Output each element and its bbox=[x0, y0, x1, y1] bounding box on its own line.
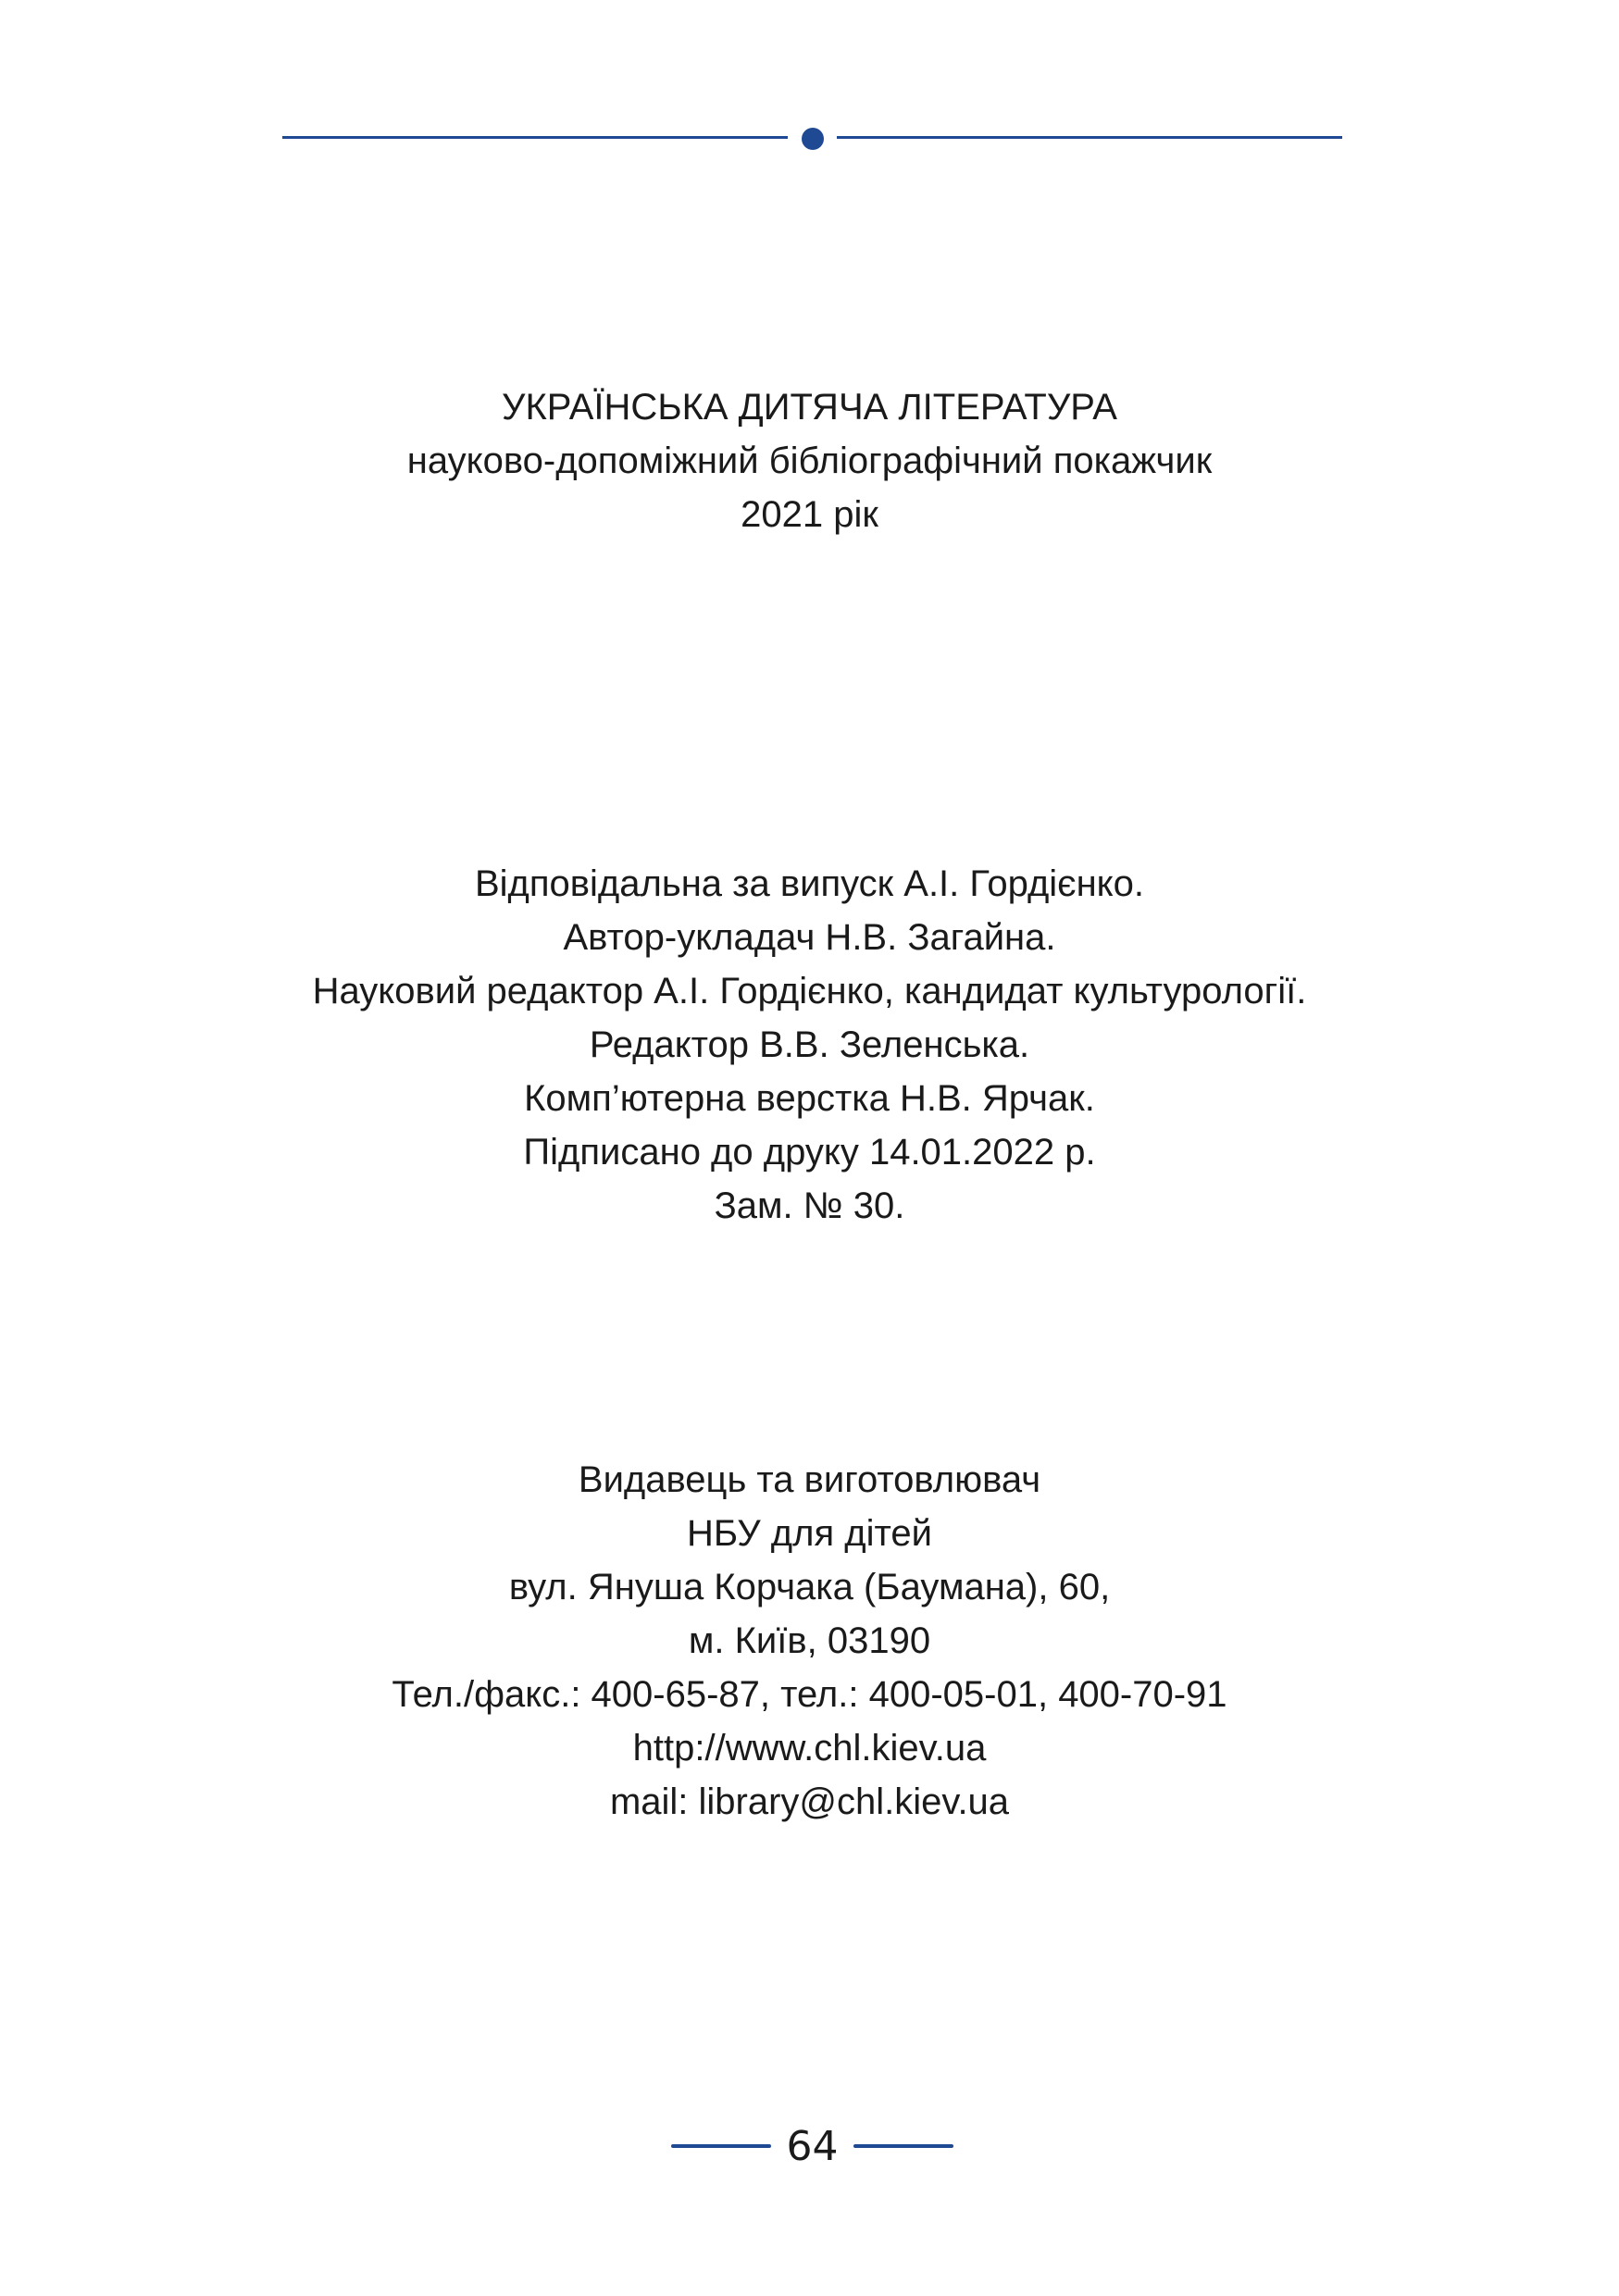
publisher-block bbox=[0, 1453, 1619, 1829]
publisher-name: НБУ для дітей bbox=[687, 1513, 932, 1554]
footer-left-line bbox=[671, 2144, 771, 2148]
publisher-city: м. Київ, 03190 bbox=[688, 1620, 931, 1661]
footer-right-line bbox=[853, 2144, 953, 2148]
publisher-phone: Тел./факс.: 400-65-87, тел.: 400-05-01, 400-70-91 bbox=[392, 1674, 1227, 1715]
document-subtitle: науково-допоміжний бібліографічний покажчик bbox=[406, 441, 1213, 481]
header-divider-left-line bbox=[282, 136, 788, 139]
credits-block bbox=[0, 857, 1619, 1233]
header-divider bbox=[282, 134, 1342, 142]
document-year: 2021 рік bbox=[741, 494, 878, 535]
credit-line: Автор-укладач Н.В. Загайна. bbox=[563, 917, 1056, 958]
credit-line: Відповідальна за випуск А.І. Гордієнко. bbox=[474, 863, 1144, 904]
page-footer bbox=[0, 2119, 1619, 2175]
credit-line: Науковий редактор А.І. Гордієнко, кандидат культурології. bbox=[312, 971, 1307, 1011]
publisher-website: http://www.chl.kiev.ua bbox=[632, 1728, 987, 1769]
credit-line: Зам. № 30. bbox=[714, 1185, 905, 1226]
credit-line: Підписано до друку 14.01.2022 р. bbox=[523, 1132, 1096, 1173]
document-title: УКРАЇНСЬКА ДИТЯЧА ЛІТЕРАТУРА bbox=[502, 387, 1117, 428]
publisher-email: mail: library@chl.kiev.ua bbox=[609, 1781, 1010, 1822]
header-divider-right-line bbox=[837, 136, 1342, 139]
credit-line: Редактор В.В. Зеленська. bbox=[589, 1024, 1030, 1065]
credit-line: Комп’ютерна верстка Н.В. Ярчак. bbox=[524, 1078, 1095, 1119]
publisher-line: Видавець та виготовлювач bbox=[578, 1459, 1041, 1500]
page-number: 64 bbox=[786, 2123, 839, 2170]
publisher-address: вул. Януша Корчака (Баумана), 60, bbox=[508, 1567, 1111, 1607]
header-divider-dot bbox=[802, 128, 824, 150]
title-block bbox=[0, 380, 1619, 541]
